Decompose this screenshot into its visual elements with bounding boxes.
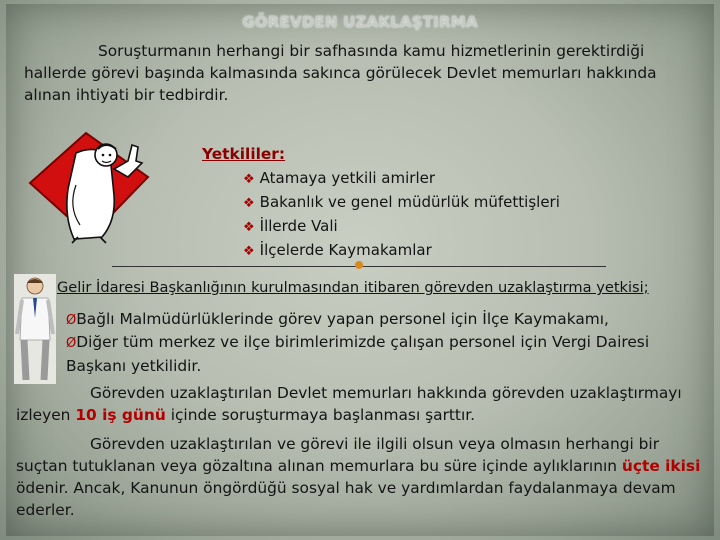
arrow-bullet-icon: Ø bbox=[66, 336, 77, 351]
list-item: ❖ Bakanlık ve genel müdürlük müfettişleri bbox=[243, 193, 560, 211]
revenue-item: ØDiğer tüm merkez ve ilçe birimlerimizde çalışan personel için Vergi Dairesi Başkanı yetkilidir. bbox=[66, 333, 650, 375]
businessman-figure-icon bbox=[14, 274, 56, 384]
authorities-heading: Yetkililer: bbox=[202, 145, 286, 163]
list-item: ❖ İlçelerde Kaymakamlar bbox=[243, 241, 432, 259]
page-title: GÖREVDEN UZAKLAŞTIRMA bbox=[242, 13, 478, 31]
list-item: ❖ İllerde Vali bbox=[243, 217, 338, 235]
highlight-salary-fraction: üçte ikisi bbox=[621, 457, 701, 475]
list-item: ❖ Atamaya yetkili amirler bbox=[243, 169, 436, 187]
divider-dot bbox=[355, 261, 363, 269]
suspension-paragraph: Görevden uzaklaştırılan Devlet memurları hakkında görevden uzaklaştırmayı izleyen 10 iş günü içinde soruşturmaya başlanması şarttır. bbox=[16, 384, 682, 424]
diamond-bullet-icon: ❖ bbox=[243, 220, 255, 235]
stop-hand-figure-icon bbox=[28, 125, 158, 245]
intro-text: Soruşturmanın herhangi bir safhasında kamu hizmetlerinin gerektirdiği hallerde görevi başında kalmasında sakınca görülecek Devlet memurları hakkında alınan ihtiyati bir tedbirdir. bbox=[24, 42, 657, 104]
diamond-bullet-icon: ❖ bbox=[243, 244, 255, 259]
revenue-heading: Gelir İdaresi Başkanlığının kurulmasından itibaren görevden uzaklaştırma yetkisi; bbox=[57, 279, 649, 296]
authorities-list bbox=[243, 167, 560, 263]
arrow-bullet-icon: Ø bbox=[66, 313, 77, 328]
salary-paragraph: Görevden uzaklaştırılan ve görevi ile ilgili olsun veya olmasın herhangi bir suçtan tutuklanan veya gözaltına alınan memurlara bu süre içinde aylıklarının üçte ikisi ödenir. Ancak, Kanunun öngördüğü sosyal hak ve yardımlardan faydalanmaya devam ederler. bbox=[16, 435, 701, 519]
highlight-deadline: 10 iş günü bbox=[75, 406, 166, 424]
revenue-item: ØBağlı Malmüdürlüklerinde görev yapan personel için İlçe Kaymakamı, bbox=[66, 310, 609, 328]
intro-paragraph bbox=[24, 40, 684, 106]
diamond-bullet-icon: ❖ bbox=[243, 196, 255, 211]
diamond-bullet-icon: ❖ bbox=[243, 172, 255, 187]
